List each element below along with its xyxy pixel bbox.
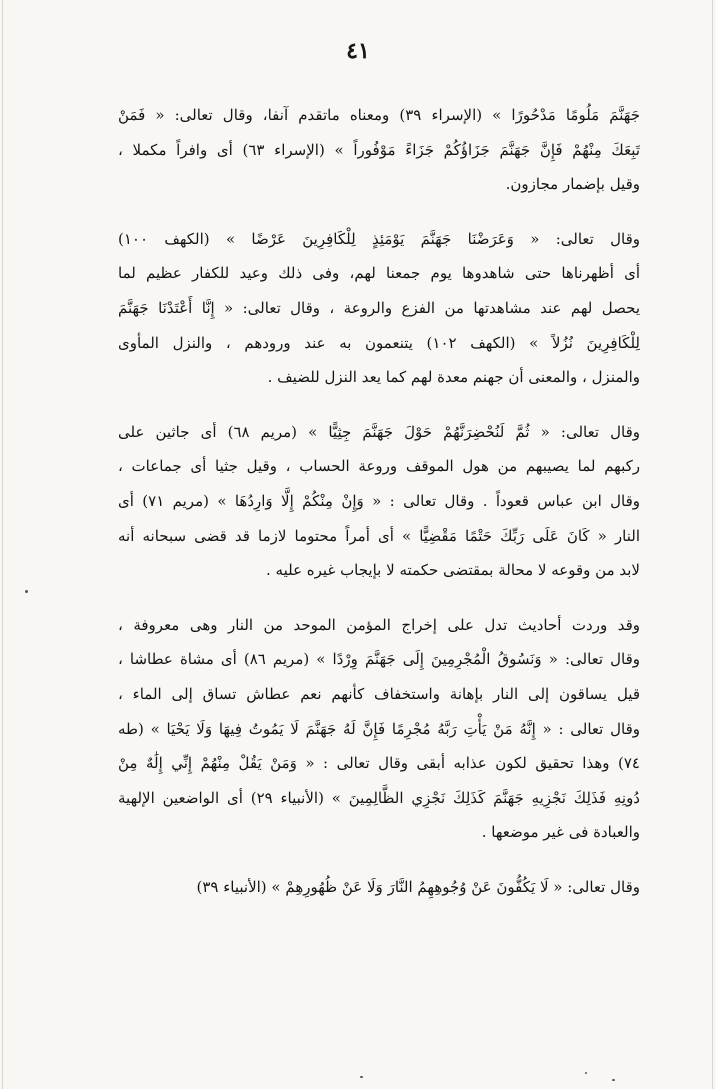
scan-speck — [360, 1076, 363, 1078]
scan-speck — [612, 1079, 615, 1081]
body-text — [118, 98, 640, 924]
text-line: النار « كَانَ عَلَى رَبِّكَ حَتْمًا مَقْضِيًّا » أى أمراً محتوما لازما قد قضى سبحانه أنه — [118, 526, 640, 545]
text-line: يحصل لهم عند مشاهدتها من الفزع والروعة ، وقال تعالى: « إِنَّا أَعْتَدْنَا جَهَنَّمَ — [118, 298, 640, 317]
text-line: والمنزل ، والمعنى أن جهنم معدة لهم كما يعد النزل للضيف . — [267, 368, 640, 387]
text-line: وقال تعالى : « إِنَّهُ مَنْ يَأْتِ رَبَّهُ مُجْرِمًا فَإِنَّ لَهُ جَهَنَّمَ لَا يَمُوتُ فِيهَا وَلَا يَحْيَا » (طه — [118, 719, 640, 738]
text-line: وقد وردت أحاديث تدل على إخراج المؤمن الموحد من النار وهى معروفة ، — [118, 615, 640, 634]
paragraph — [118, 98, 640, 202]
paragraph — [118, 415, 640, 588]
scan-speck — [25, 590, 28, 593]
text-line: وقال تعالى: « ثُمَّ لَنُحْضِرَنَّهُمْ حَوْلَ جَهَنَّمَ جِثِيًّا » (مريم ٦٨) أى جاثين على — [118, 422, 640, 441]
text-line: دُونِهِ فَذَلِكَ نَجْزِيهِ جَهَنَّمَ كَذَلِكَ نَجْزِي الظَّالِمِينَ » (الأنبياء ٢٩) أى الواضعين الإلهية — [118, 788, 640, 807]
text-line: وقال ابن عباس قعوداً . وقال تعالى : « وَإِنْ مِنْكُمْ إِلَّا وَارِدُهَا » (مريم ٧١) أى — [118, 491, 640, 510]
page-edge — [712, 0, 713, 1089]
text-line: تَبِعَكَ مِنْهُمْ فَإِنَّ جَهَنَّمَ جَزَاؤُكُمْ جَزَاءً مَوْفُوراً » (الإسراء ٦٣) أى وافراً مكملا ، — [118, 140, 640, 159]
page-edge — [2, 0, 3, 1089]
text-line: جَهَنَّمَ مَلُومًا مَدْحُورًا » (الإسراء ٣٩) ومعناه ماتقدم آنفا، وقال تعالى: « فَمَنْ — [118, 106, 640, 124]
page-number: ٤١ — [346, 38, 370, 64]
scan-speck — [585, 1072, 587, 1074]
text-line: والعبادة فى غير موضعها . — [481, 823, 640, 842]
text-line: وقال تعالى: « وَعَرَضْنَا جَهَنَّمَ يَوْمَئِذٍ لِلْكَافِرِينَ عَرْضًا » (الكهف ١٠٠) — [118, 229, 640, 248]
paragraph — [118, 870, 640, 905]
text-line: ركبهم لما يصيبهم من هول الموقف وروعة الحساب ، وقيل جثيا أى جماعات ، — [118, 457, 640, 476]
paragraph — [118, 608, 640, 850]
text-line: وقيل بإضمار مجازون. — [505, 175, 640, 194]
text-line: قيل يساقون إلى النار بإهانة واستخفاف كأنهم نعم عطاش تساق إلى الماء ، — [118, 684, 640, 703]
text-line: وقال تعالى: « لَا يَكُفُّونَ عَنْ وُجُوهِهِمُ النَّارَ وَلَا عَنْ ظُهُورِهِمْ » (الأنبياء ٣٩) — [196, 877, 640, 896]
text-line: أى أظهرناها حتى شاهدوها يوم جمعنا لهم، وفى ذلك وعيد للكفار عظيم لما — [118, 264, 640, 283]
text-line: وقال تعالى: « وَنَسُوقُ الْمُجْرِمِينَ إِلَى جَهَنَّمَ وِرْدًا » (مريم ٨٦) أى مشاة عطاشا ، — [118, 650, 640, 669]
text-line: لِلْكَافِرِينَ نُزُلاً » (الكهف ١٠٢) يتنعمون به عند ورودهم ، والنزل المأوى — [118, 333, 640, 352]
paragraph — [118, 222, 640, 395]
text-line: لابد من وقوعه لا محالة بمقتضى حكمته لا بإيجاب غيره عليه . — [266, 561, 640, 580]
text-line: ٧٤) وهذا تحقيق لكون عذابه أبقى وقال تعالى : « وَمَنْ يَقُلْ مِنْهُمْ إِنِّي إِلَٰهٌ مِنْ — [118, 754, 640, 773]
